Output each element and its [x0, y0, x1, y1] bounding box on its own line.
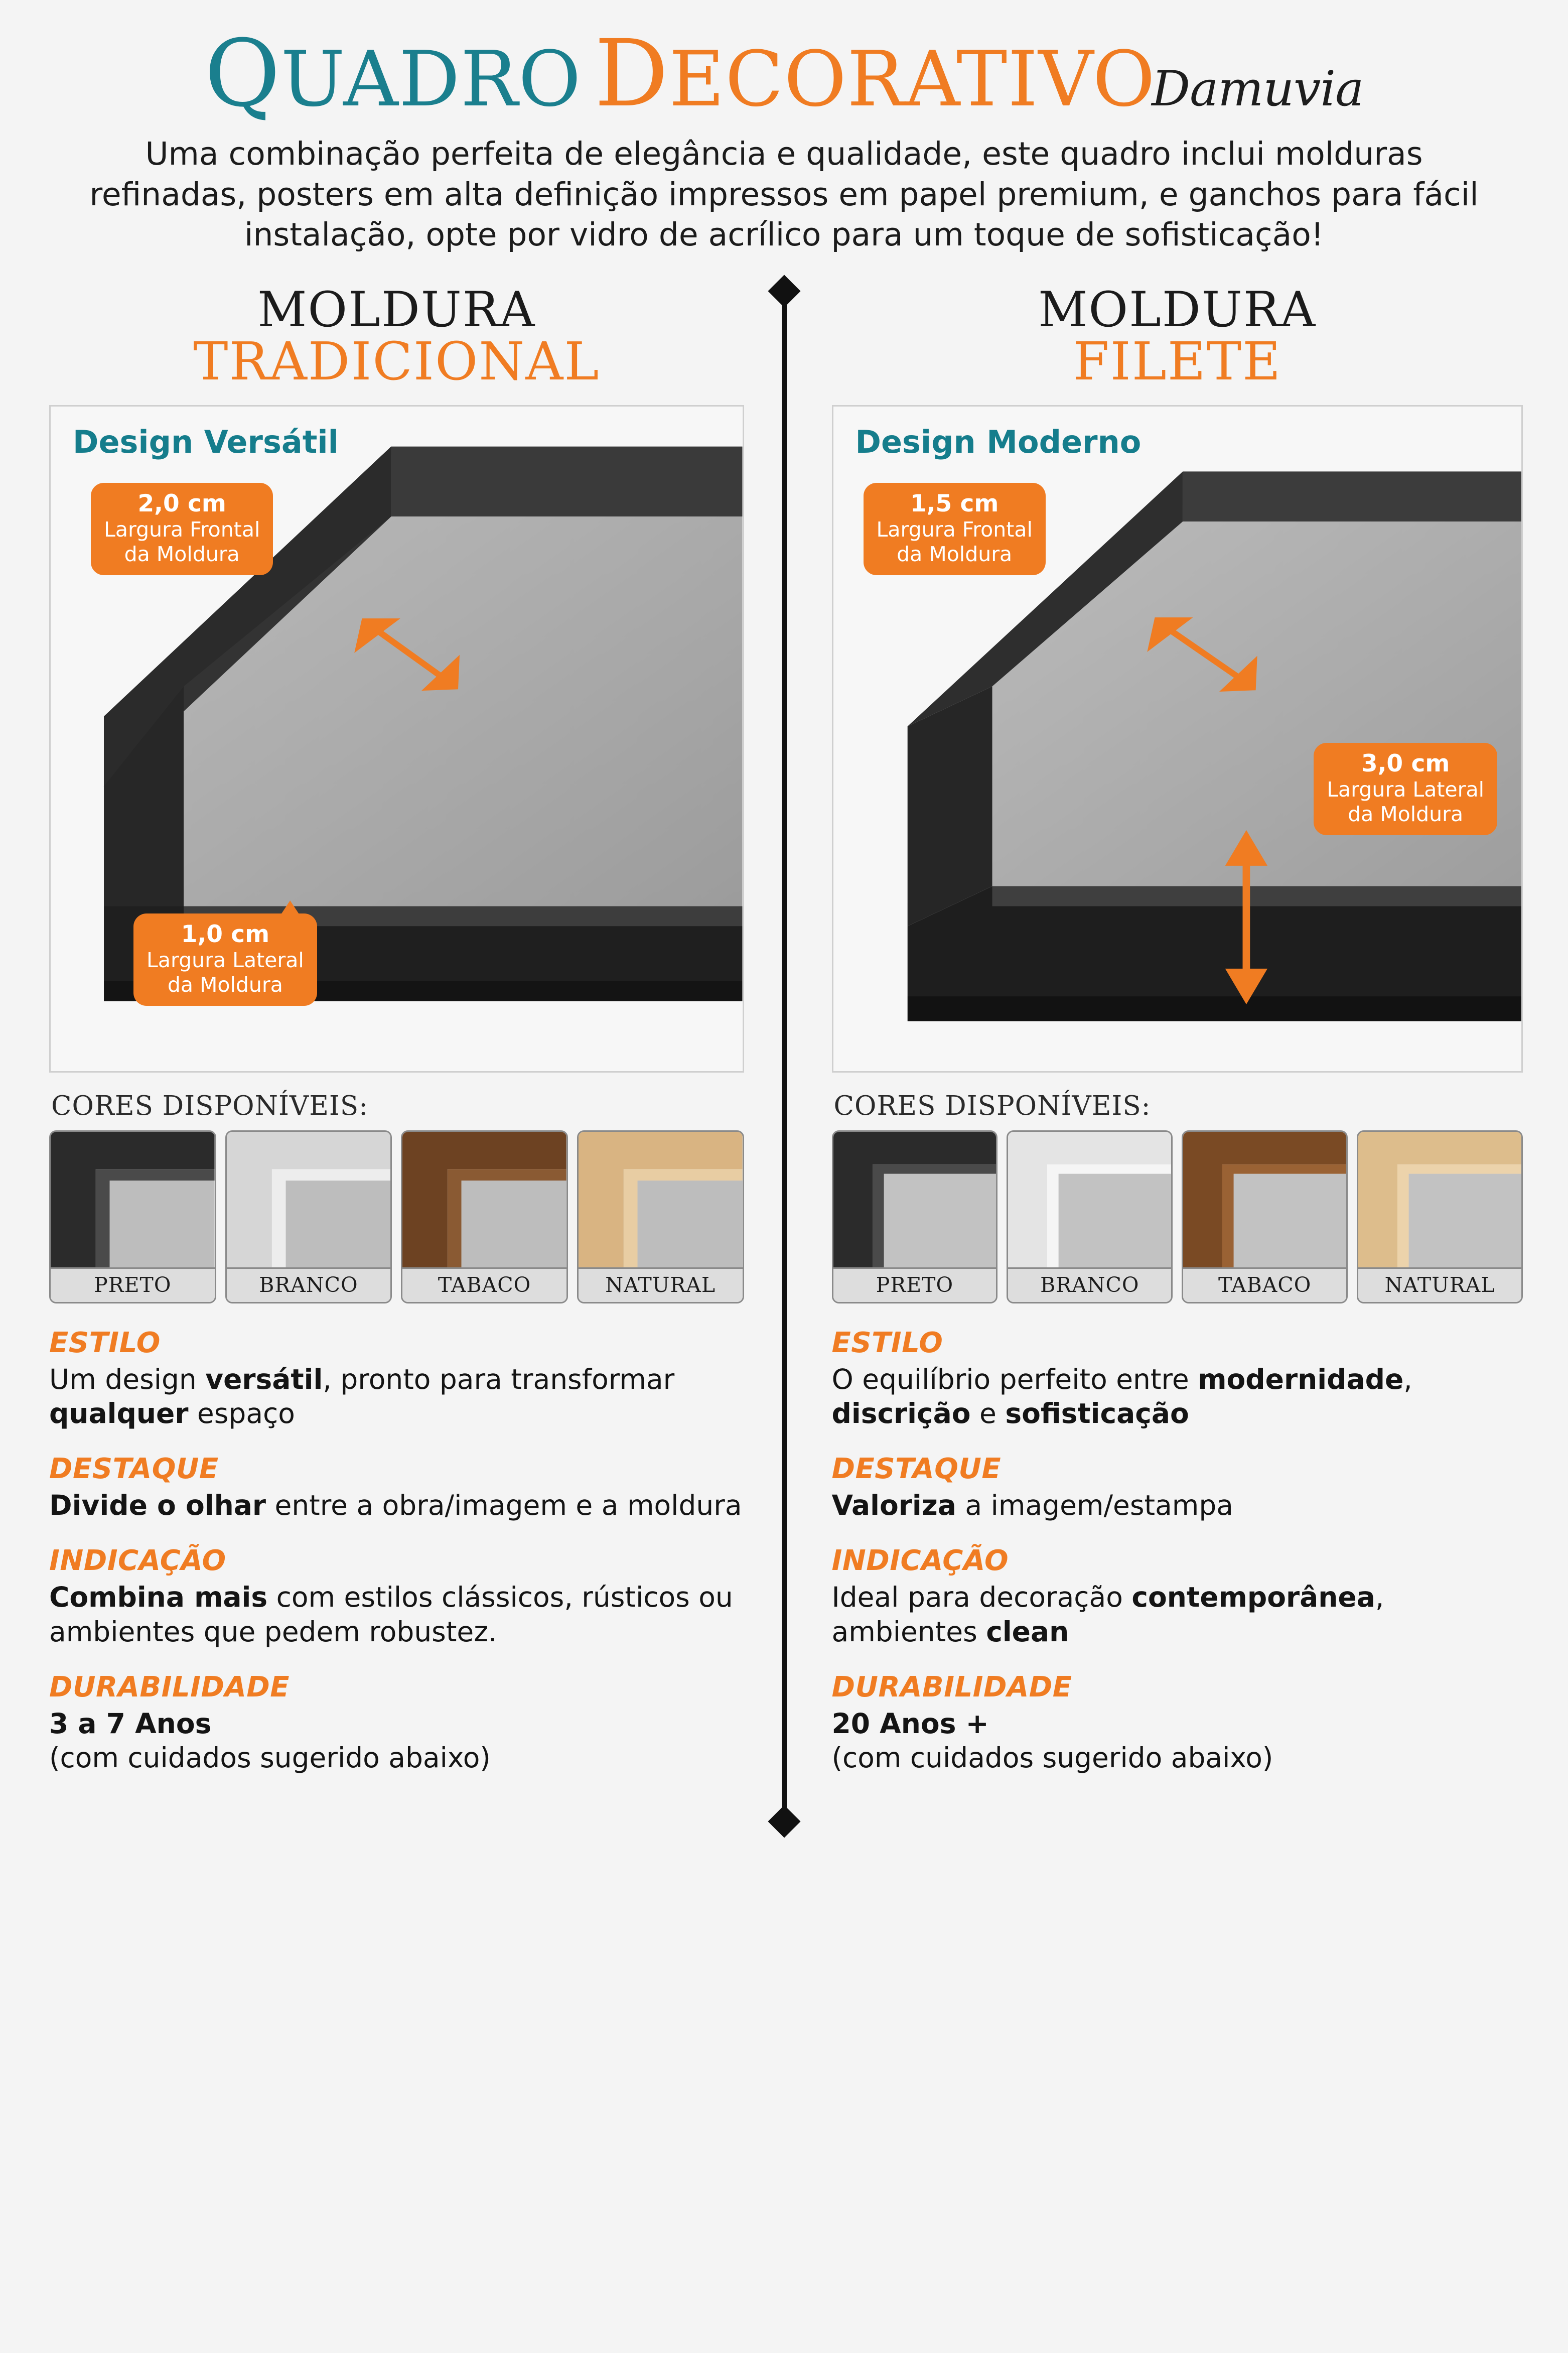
column-filete — [784, 281, 1533, 1797]
right-callout-front-width — [864, 483, 1046, 575]
right-feature-indicacao — [832, 1544, 1523, 1648]
right-front-line1: Largura Frontal — [876, 517, 1033, 542]
swatch-tabaco-label: TABACO — [1183, 1267, 1346, 1302]
left-features — [49, 1327, 744, 1775]
left-title-line2: TRADICIONAL — [193, 330, 600, 392]
swatch-branco[interactable] — [225, 1130, 392, 1303]
left-feature-durabilidade-text: 3 a 7 Anos (com cuidados sugerido abaixo) — [49, 1707, 491, 1774]
right-feature-durabilidade-title: DURABILIDADE — [831, 1670, 1072, 1704]
left-feature-durabilidade — [49, 1671, 744, 1775]
right-feature-destaque-text: Valoriza a imagem/estampa — [831, 1489, 1233, 1522]
swatch-natural-chip — [1358, 1132, 1521, 1267]
left-side-line1: Largura Lateral — [147, 948, 304, 973]
right-feature-destaque-title: DESTAQUE — [831, 1453, 1002, 1486]
left-frame-diagram — [49, 405, 744, 1073]
column-tradicional — [35, 281, 784, 1797]
swatch-natural[interactable] — [577, 1130, 744, 1303]
right-feature-indicacao-title: INDICAÇÃO — [831, 1544, 1009, 1578]
right-title-line2: FILETE — [1073, 330, 1281, 392]
right-feature-estilo-text: O equilíbrio perfeito entre modernidade, discrição e sofisticação — [831, 1363, 1412, 1430]
title-word-quadro: QUADRO — [204, 20, 582, 127]
right-callout-side-width — [1314, 743, 1497, 835]
left-feature-destaque — [49, 1453, 744, 1522]
swatch-preto-label: PRETO — [833, 1267, 996, 1302]
left-design-label: Design Versátil — [73, 423, 339, 460]
left-feature-indicacao-title: INDICAÇÃO — [49, 1544, 226, 1578]
left-front-line2: da Moldura — [124, 542, 240, 566]
right-colors-label: CORES DISPONÍVEIS: — [833, 1090, 1151, 1121]
right-feature-durabilidade — [832, 1671, 1523, 1775]
vertical-divider — [782, 291, 787, 1822]
left-feature-destaque-text: Divide o olhar entre a obra/imagem e a moldura — [49, 1489, 742, 1522]
right-feature-destaque — [832, 1453, 1523, 1522]
swatch-natural-chip — [579, 1132, 743, 1267]
right-features — [832, 1327, 1523, 1775]
swatch-tabaco-label: TABACO — [402, 1267, 566, 1302]
brand-name: Damuvia — [1152, 61, 1364, 117]
right-feature-indicacao-text: Ideal para decoração contemporânea, ambientes clean — [831, 1581, 1384, 1648]
left-frame-title — [49, 281, 744, 392]
swatch-tabaco[interactable] — [401, 1130, 568, 1303]
swatch-preto[interactable] — [49, 1130, 216, 1303]
left-side-value: 1,0 cm — [181, 920, 270, 948]
left-front-value: 2,0 cm — [137, 489, 226, 517]
right-side-line2: da Moldura — [1348, 802, 1464, 826]
right-side-value: 3,0 cm — [1361, 749, 1450, 777]
swatch-natural-label: NATURAL — [579, 1267, 743, 1302]
right-feature-estilo — [832, 1327, 1523, 1430]
left-feature-indicacao-text: Combina mais com estilos clássicos, rústicos ou ambientes que pedem robustez. — [49, 1581, 733, 1648]
page-title — [35, 20, 1533, 127]
left-feature-indicacao — [49, 1544, 744, 1648]
left-callout-side-width — [133, 913, 317, 1006]
swatch-branco-label: BRANCO — [227, 1267, 391, 1302]
left-callout-front-width — [91, 483, 273, 575]
left-feature-destaque-title: DESTAQUE — [49, 1453, 219, 1486]
swatch-branco-chip — [1008, 1132, 1171, 1267]
right-frame-title — [832, 281, 1523, 392]
right-side-line1: Largura Lateral — [1327, 777, 1484, 802]
swatch-preto-chip — [833, 1132, 996, 1267]
right-color-swatches — [832, 1130, 1523, 1303]
comparison-columns — [35, 281, 1533, 1797]
left-front-line1: Largura Frontal — [104, 517, 260, 542]
swatch-branco-chip — [227, 1132, 391, 1267]
swatch-natural[interactable] — [1357, 1130, 1523, 1303]
title-word-decorativo: DECORATIVO — [594, 20, 1156, 127]
swatch-preto[interactable] — [832, 1130, 998, 1303]
swatch-tabaco[interactable] — [1182, 1130, 1348, 1303]
left-feature-estilo-title: ESTILO — [49, 1326, 161, 1359]
right-title-line1: MOLDURA — [1038, 281, 1317, 338]
intro-paragraph: Uma combinação perfeita de elegância e qualidade, este quadro inclui molduras refinadas, posters em alta definição impressos em papel premium, e ganchos para fácil instalação, opte por vidro de acrílico para um toque de sofisticação! — [89, 136, 1479, 253]
right-front-line2: da Moldura — [897, 542, 1013, 566]
left-side-line2: da Moldura — [167, 972, 283, 997]
right-front-value: 1,5 cm — [910, 489, 999, 517]
right-frame-diagram — [832, 405, 1523, 1073]
swatch-branco-label: BRANCO — [1008, 1267, 1171, 1302]
swatch-tabaco-chip — [402, 1132, 566, 1267]
left-colors-label: CORES DISPONÍVEIS: — [51, 1090, 368, 1121]
right-feature-estilo-title: ESTILO — [831, 1326, 943, 1359]
swatch-natural-label: NATURAL — [1358, 1267, 1521, 1302]
swatch-preto-label: PRETO — [51, 1267, 215, 1302]
left-feature-durabilidade-title: DURABILIDADE — [49, 1670, 290, 1704]
left-title-line1: MOLDURA — [257, 281, 536, 338]
swatch-tabaco-chip — [1183, 1132, 1346, 1267]
left-color-swatches — [49, 1130, 744, 1303]
left-feature-estilo — [49, 1327, 744, 1430]
right-design-label: Design Moderno — [855, 423, 1142, 460]
swatch-branco[interactable] — [1007, 1130, 1173, 1303]
left-feature-estilo-text: Um design versátil, pronto para transformar qualquer espaço — [49, 1363, 675, 1430]
right-feature-durabilidade-text: 20 Anos + (com cuidados sugerido abaixo) — [831, 1707, 1273, 1774]
swatch-preto-chip — [51, 1132, 215, 1267]
